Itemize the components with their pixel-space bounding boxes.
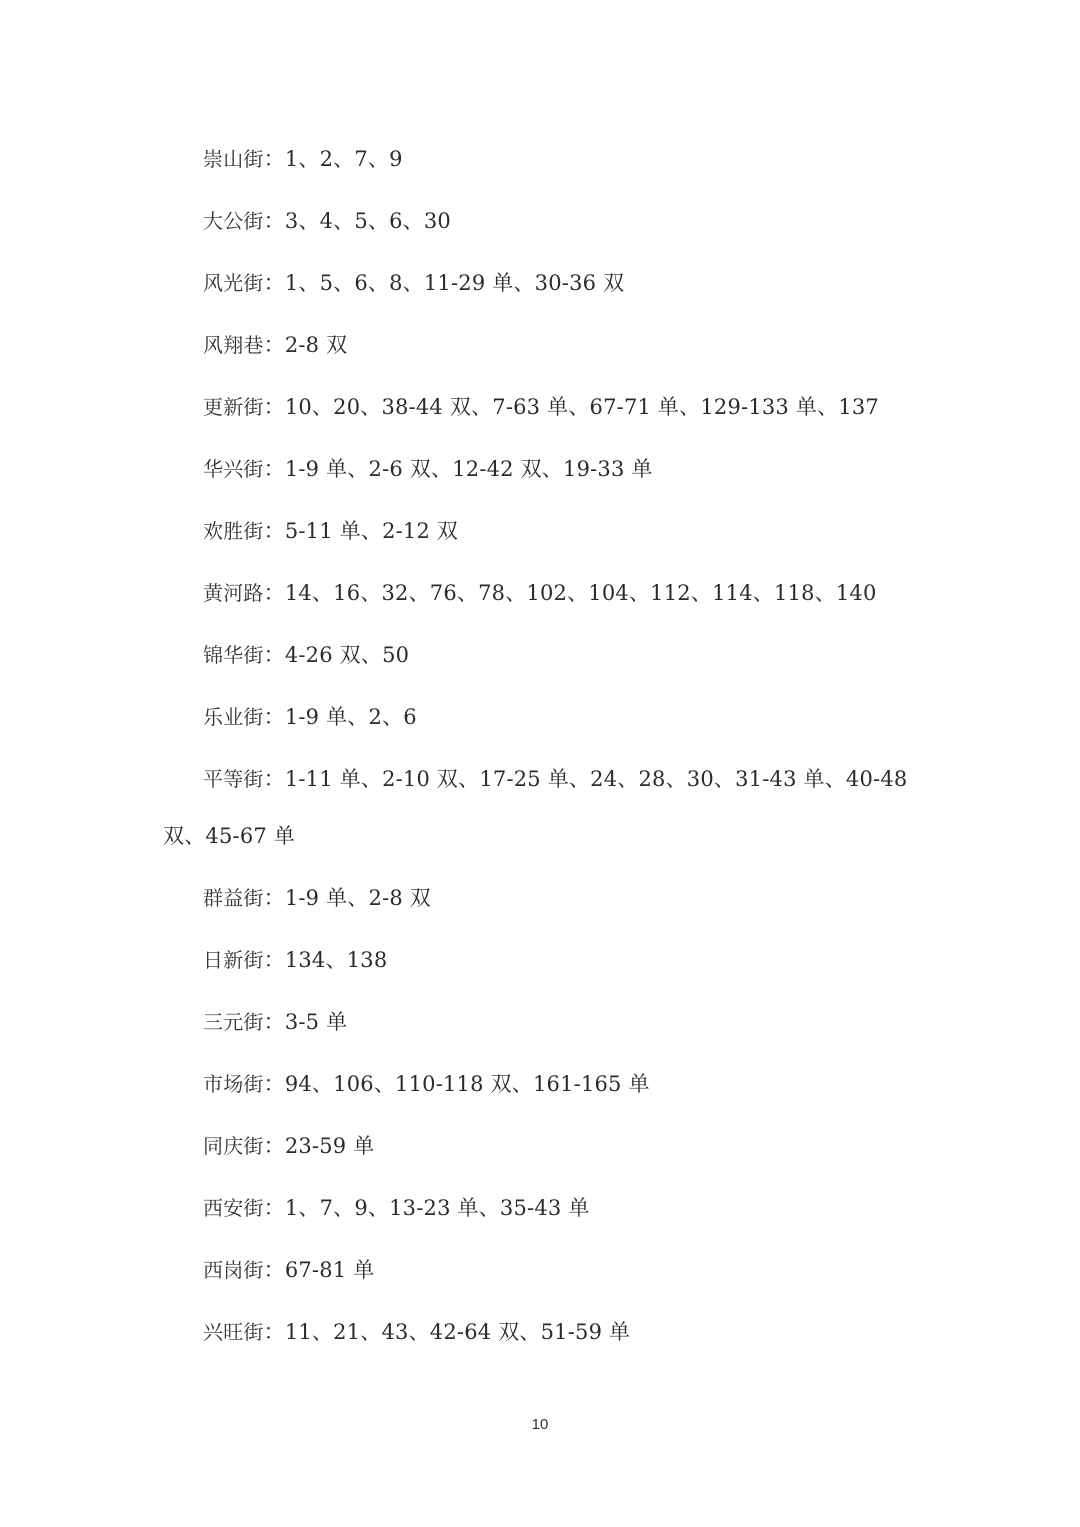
street-name: 华兴街 [203, 457, 264, 481]
house-numbers: 11、21、43、42-64 双、51-59 单 [284, 1320, 631, 1344]
street-name: 风光街 [203, 271, 264, 295]
separator: ： [263, 457, 285, 481]
house-numbers: 10、20、38-44 双、7-63 单、67-71 单、129-133 单、137 [284, 395, 879, 419]
separator: ： [263, 643, 285, 667]
street-name: 西岗街 [203, 1258, 264, 1282]
street-name: 崇山街 [203, 147, 264, 171]
street-entry-fengguang [163, 255, 923, 312]
separator: ： [263, 581, 285, 605]
separator: ： [263, 395, 285, 419]
street-entry-dagong [163, 193, 923, 250]
street-name: 大公街 [203, 209, 264, 233]
house-numbers: 1、2、7、9 [284, 147, 403, 171]
page-number: 10 [531, 1416, 549, 1433]
house-numbers: 1-9 单、2-8 双 [284, 886, 431, 910]
street-entry-huansheng [163, 503, 923, 560]
street-entry-huaxing [163, 441, 923, 498]
street-name: 欢胜街 [203, 519, 264, 543]
street-name: 群益街 [203, 886, 264, 910]
house-numbers: 23-59 单 [284, 1134, 375, 1158]
separator: ： [263, 209, 285, 233]
house-numbers: 1-11 单、2-10 双、17-25 单、24、28、30、31-43 单、40-48 双、45-67 单 [163, 767, 908, 848]
street-entry-jinhua [163, 627, 923, 684]
house-numbers: 1、5、6、8、11-29 单、30-36 双 [284, 271, 625, 295]
house-numbers: 1、7、9、13-23 单、35-43 单 [284, 1196, 590, 1220]
separator: ： [263, 147, 285, 171]
separator: ： [263, 1320, 285, 1344]
street-entry-tongqing [163, 1118, 923, 1175]
street-entry-qunyi [163, 870, 923, 927]
street-name: 同庆街 [203, 1134, 264, 1158]
house-numbers: 14、16、32、76、78、102、104、112、114、118、140 [284, 581, 877, 605]
house-numbers: 134、138 [284, 948, 388, 972]
separator: ： [263, 1258, 285, 1282]
street-entry-shichang [163, 1056, 923, 1113]
separator: ： [263, 1010, 285, 1034]
separator: ： [263, 1072, 285, 1096]
separator: ： [263, 886, 285, 910]
house-numbers: 94、106、110-118 双、161-165 单 [284, 1072, 650, 1096]
house-numbers: 2-8 双 [284, 333, 348, 357]
house-numbers: 5-11 单、2-12 双 [284, 519, 459, 543]
street-entry-xigang [163, 1242, 923, 1299]
street-entry-xingwang [163, 1304, 923, 1361]
street-entry-xian [163, 1180, 923, 1237]
separator: ： [263, 1196, 285, 1220]
street-entry-fengxiang [163, 317, 923, 374]
street-entry-chongshan [163, 131, 923, 188]
house-numbers: 1-9 单、2-6 双、12-42 双、19-33 单 [284, 457, 653, 481]
separator: ： [263, 519, 285, 543]
street-name: 兴旺街 [203, 1320, 264, 1344]
house-numbers: 4-26 双、50 [284, 643, 410, 667]
separator: ： [263, 271, 285, 295]
separator: ： [263, 767, 285, 791]
street-entry-gengxin [163, 379, 923, 436]
house-numbers: 67-81 单 [284, 1258, 375, 1282]
street-name: 更新街 [203, 395, 264, 419]
house-numbers: 3、4、5、6、30 [284, 209, 451, 233]
separator: ： [263, 1134, 285, 1158]
street-name: 黄河路 [203, 581, 264, 605]
street-name: 三元街 [203, 1010, 264, 1034]
house-numbers: 3-5 单 [284, 1010, 348, 1034]
street-name: 平等街 [203, 767, 264, 791]
street-entry-leye [163, 689, 923, 746]
street-name: 风翔巷 [203, 333, 264, 357]
separator: ： [263, 333, 285, 357]
separator: ： [263, 948, 285, 972]
separator: ： [263, 705, 285, 729]
street-name: 市场街 [203, 1072, 264, 1096]
street-name: 日新街 [203, 948, 264, 972]
street-entry-pingdeng [163, 751, 923, 865]
street-name: 锦华街 [203, 643, 264, 667]
house-numbers: 1-9 单、2、6 [284, 705, 417, 729]
street-entry-huanghe [163, 565, 923, 622]
street-name: 西安街 [203, 1196, 264, 1220]
street-name: 乐业街 [203, 705, 264, 729]
street-entry-rixin [163, 932, 923, 989]
street-entry-sanyuan [163, 994, 923, 1051]
